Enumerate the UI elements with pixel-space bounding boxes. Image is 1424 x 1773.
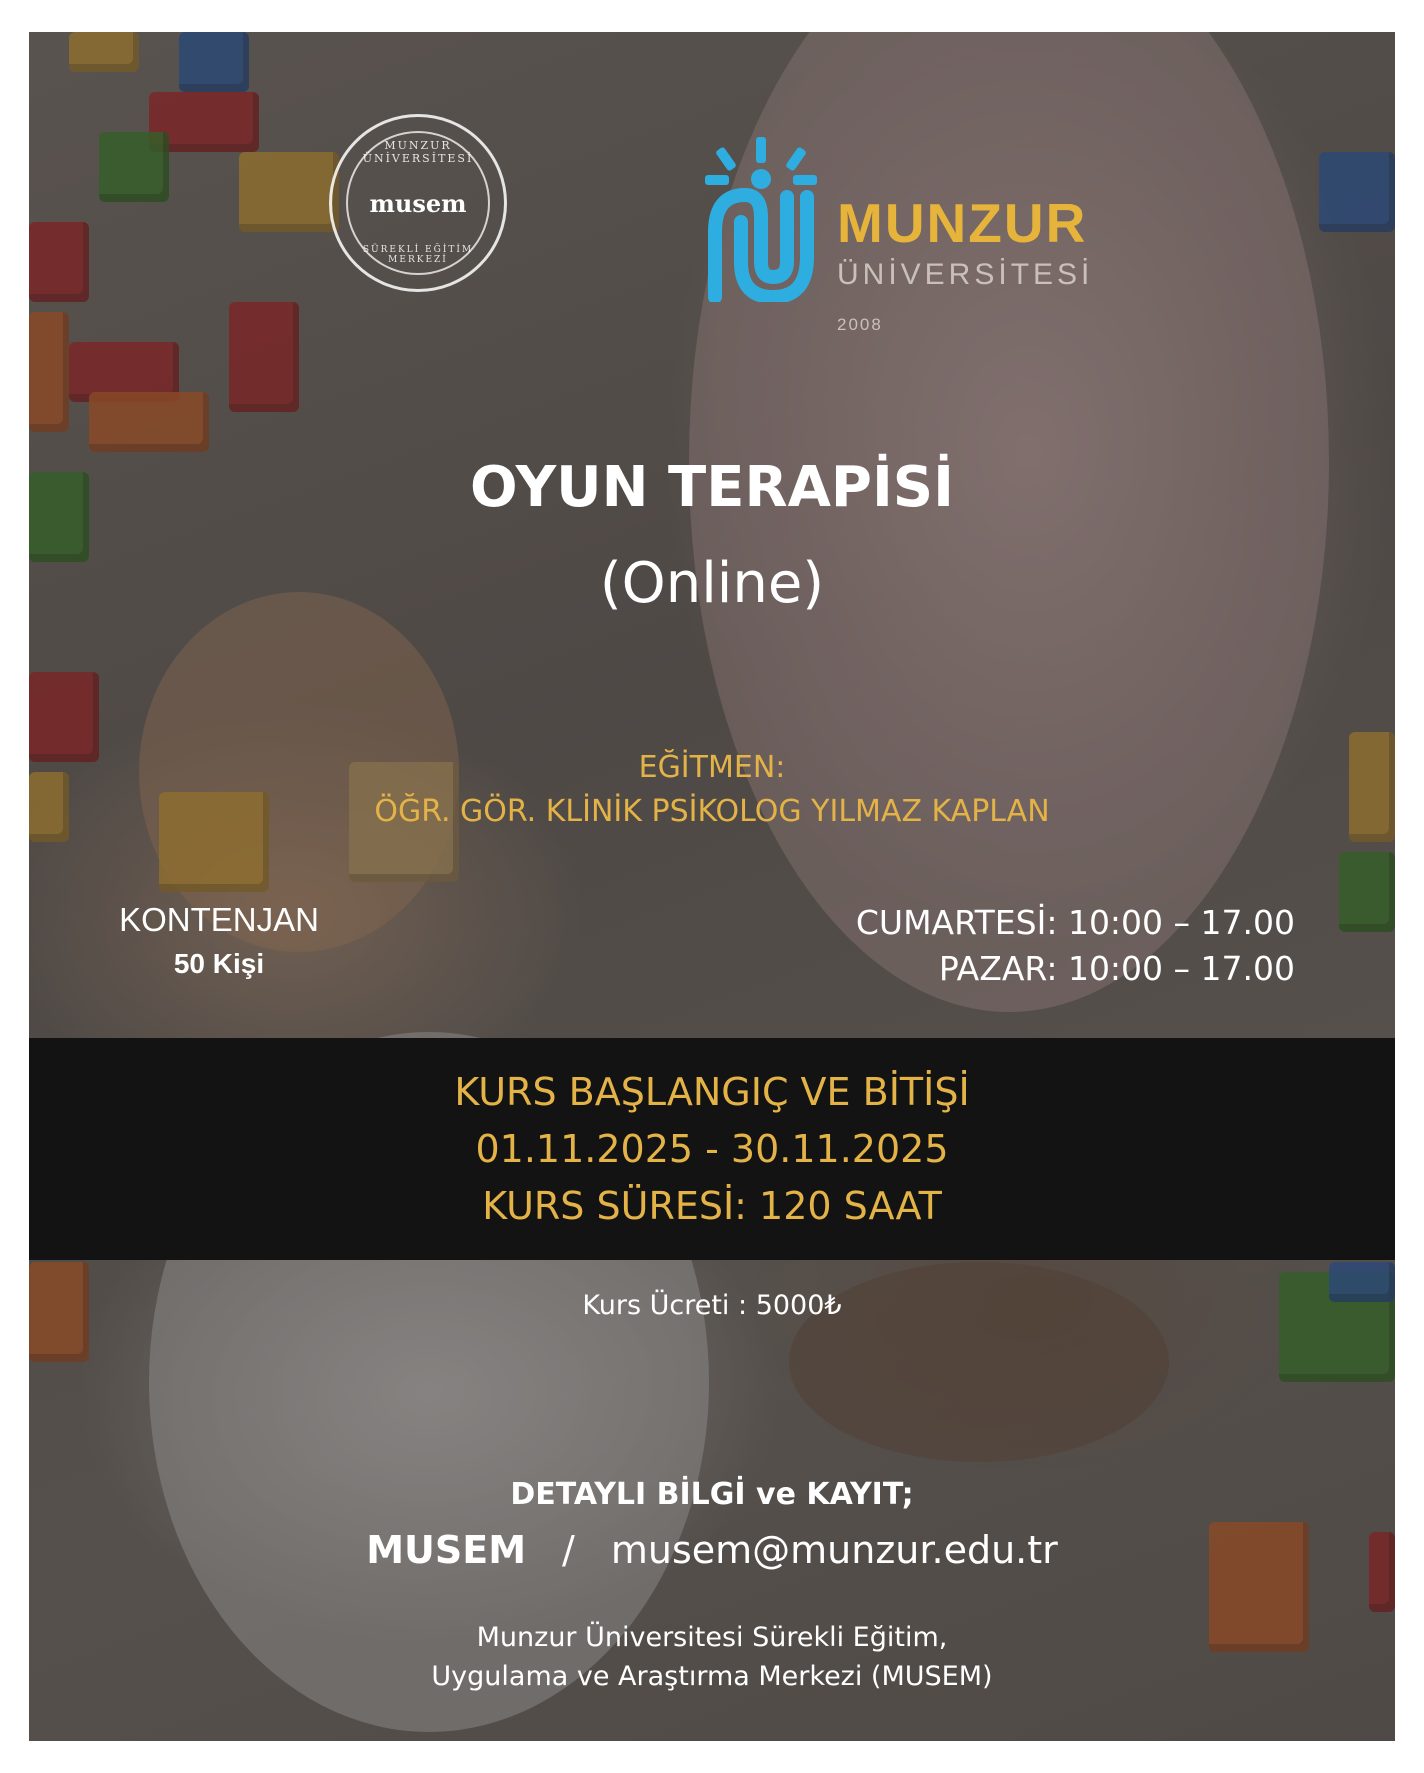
contact-line (29, 1528, 1395, 1572)
seal-word: musem (369, 189, 467, 218)
capacity-value: 50 Kişi (173, 947, 265, 979)
university-year: 2008 (837, 315, 883, 334)
contact-email[interactable]: musem@munzur.edu.tr (610, 1528, 1058, 1572)
footer (29, 1618, 1395, 1696)
course-fee: Kurs Ücreti : 5000₺ (582, 1290, 842, 1321)
footer-line-2: Uygulama ve Araştırma Merkezi (MUSEM) (431, 1661, 993, 1693)
munzur-university-logo-icon (701, 137, 821, 302)
schedule-block (856, 900, 1295, 992)
course-dates-band (29, 1038, 1395, 1260)
band-heading: KURS BAŞLANGIÇ VE BİTİŞİ (454, 1070, 970, 1114)
schedule-sunday: PAZAR: 10:00 – 17.00 (938, 949, 1295, 989)
capacity-block (99, 900, 339, 980)
band-duration: KURS SÜRESİ: 120 SAAT (482, 1184, 942, 1228)
course-title: OYUN TERAPİSİ (470, 455, 954, 520)
info-heading: DETAYLI BİLGİ ve KAYIT; (510, 1477, 914, 1512)
course-mode: (Online) (599, 551, 825, 616)
contact-separator: / (562, 1528, 575, 1572)
university-subtitle: ÜNİVERSİTESİ (837, 258, 1094, 291)
university-name: MUNZUR (837, 192, 1088, 254)
band-dates: 01.11.2025 - 30.11.2025 (475, 1127, 949, 1171)
trainer-name: ÖĞR. GÖR. KLİNİK PSİKOLOG YILMAZ KAPLAN (374, 794, 1050, 829)
capacity-label: KONTENJAN (119, 901, 319, 938)
contact-org: MUSEM (366, 1528, 527, 1572)
seal-ring-bottom-text: SÜREKLİ EĞİTİM MERKEZİ (362, 245, 474, 265)
trainer-label: EĞİTMEN: (638, 750, 786, 785)
seal-ring-top-text: MUNZUR ÜNİVERSİTESİ (362, 139, 474, 165)
schedule-saturday: CUMARTESİ: 10:00 – 17.00 (855, 903, 1295, 942)
poster (29, 32, 1395, 1741)
musem-seal-logo (329, 114, 507, 292)
footer-line-1: Munzur Üniversitesi Sürekli Eğitim, (476, 1622, 948, 1653)
